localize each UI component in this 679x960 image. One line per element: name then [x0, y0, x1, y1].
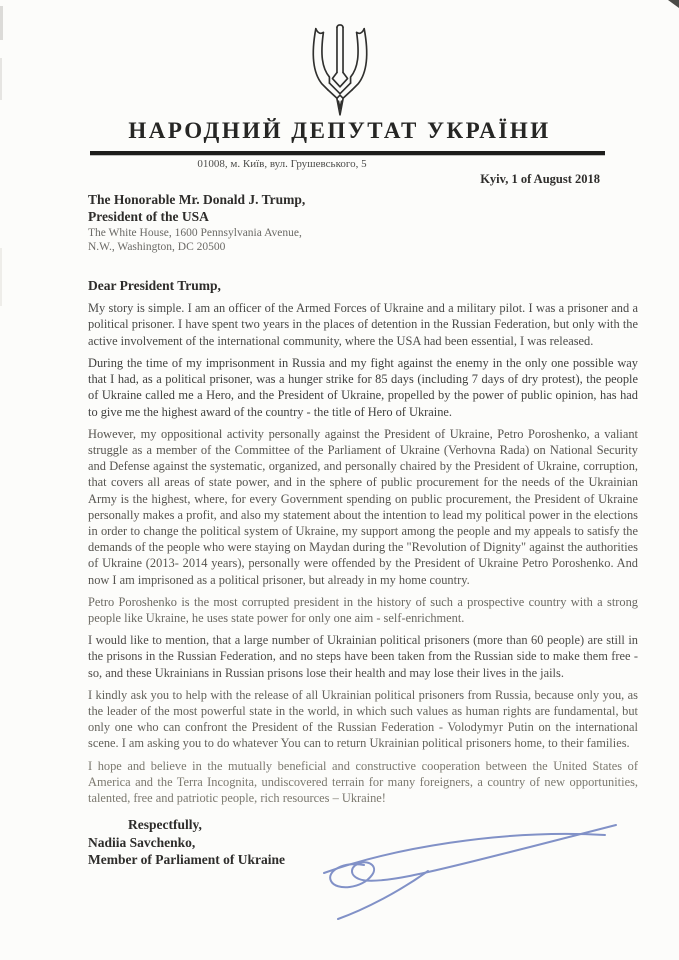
letterhead	[0, 0, 679, 118]
paragraph-3: However, my oppositional activity personally against the President of Ukraine, Petro Poroshenko, a valiant struggle as a member of the Committee of the Parliament of Ukraine (Verhovna Rada) on National Security and Defense against the systematic, organized, and personally chaired by the President of Ukraine, corruption, that covers all areas of state power, and in the sphere of public procurement for the needs of the Ukrainian Army is the highest, where, for every Government spending on public procurement, the President of Ukraine personally makes a profit, and also my statement about the intention to lead my political power in the elections in order to change the political system of Ukraine, my support among the people and my appeals to satisfy the demands of the people who were staying on Maydan during the "Revolution of Dignity" against the authorities of Ukraine (2013- 2014 years), personally were offended by the President of Ukraine Petro Poroshenko. And now I am imprisoned as a political prisoner, but already in my home country.	[88, 426, 638, 587]
recipient-title: President of the USA	[88, 209, 209, 225]
letter-body	[88, 300, 638, 806]
date-line: Kyiv, 1 of August 2018	[480, 172, 600, 186]
signature-handwriting-icon	[300, 815, 630, 920]
recipient-block	[88, 191, 638, 254]
recipient-address-2: N.W., Washington, DC 20500	[88, 240, 226, 253]
letterhead-rule	[90, 151, 605, 155]
paragraph-2: During the time of my imprisonment in Russia and my fight against the enemy in the only one possible way that I had, as a political prisoner, was a hunger strike for 85 days (including 7 days of dry protest), the people of Ukraine called me a Hero, and the President of Ukraine, propelled by the power of public opinion, has had to give me the highest award of the country - the title of Hero of Ukraine.	[88, 355, 638, 419]
recipient-name: The Honorable Mr. Donald J. Trump,	[88, 192, 306, 207]
letterhead-title: НАРОДНИЙ ДЕПУТАТ УКРАЇНИ	[128, 118, 551, 143]
salutation: Dear President Trump,	[88, 278, 221, 294]
ukraine-trident-icon	[306, 24, 374, 118]
recipient-address-1: The White House, 1600 Pennsylvania Avenue,	[88, 226, 302, 239]
paragraph-5: I would like to mention, that a large number of Ukrainian political prisoners (more than 60 people) are still in the prisons in the Russian Federation, and no steps have been taken from the Russian side to make them free - so, and these Ukrainians in Russian prisons lose their health and may lose their lives in the jails.	[88, 633, 638, 680]
scan-artifact-edge	[0, 248, 2, 306]
signer-name: Nadiia Savchenko,	[88, 834, 196, 850]
valediction: Respectfully,	[128, 817, 202, 833]
paragraph-1: My story is simple. I am an officer of the Armed Forces of Ukraine and a military pilot. I was a prisoner and a political prisoner. I have spent two years in the places of detention in the Russian Federation, but only with the active involvement of the international community, where the USA had been essential, I was released.	[88, 301, 638, 348]
paragraph-6: I kindly ask you to help with the release of all Ukrainian political prisoners from Russia, because only you, as the leader of the most powerful state in the world, in which such values as human rights are fundamental, but only one who can confront the President of the Russian Federation - Volodymyr Putin on the international scene. I am asking you to do whatever You can to return Ukrainian political prisoners home, to their families.	[88, 687, 638, 751]
signer-title: Member of Parliament of Ukraine	[88, 852, 285, 868]
letterhead-address: 01008, м. Київ, вул. Грушевського, 5	[197, 158, 367, 170]
paragraph-4: Petro Poroshenko is the most corrupted president in the history of such a prospective country with a strong people like Ukraine, he uses state power for only one aim - self-enrichment.	[88, 594, 638, 625]
paragraph-7: I hope and believe in the mutually beneficial and constructive cooperation between the United States of America and the Terra Incognita, undiscovered terrain for many foreigners, a country of new opportunities, talented, free and patriotic people, rich resources – Ukraine!	[88, 758, 638, 805]
